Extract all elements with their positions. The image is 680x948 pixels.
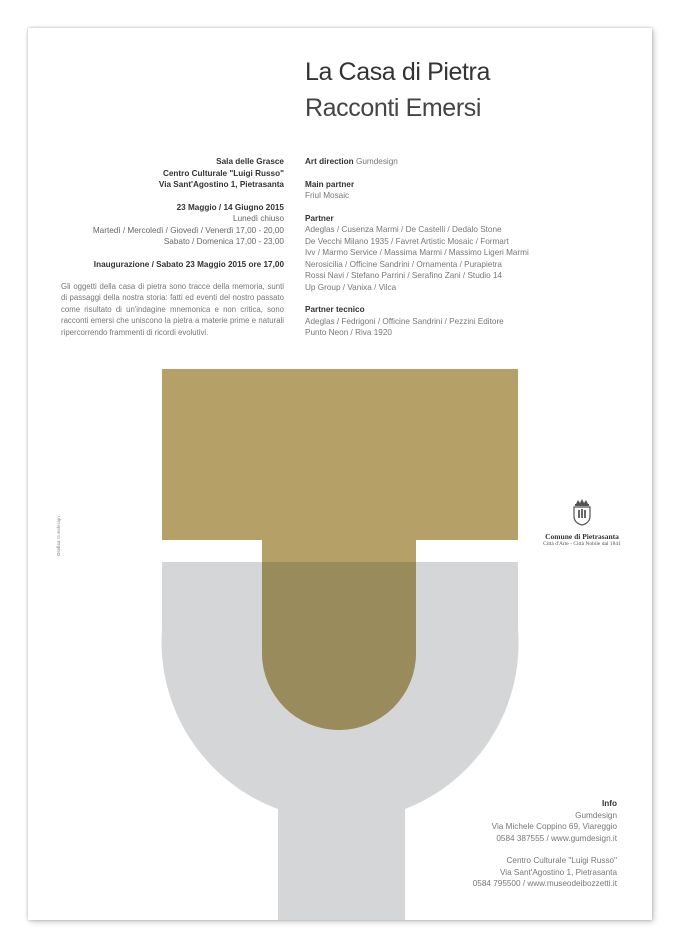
art-direction-label: Art direction: [305, 157, 354, 166]
comune-logo: [534, 498, 630, 547]
partner-line: Rossi Navi / Stefano Parrini / Serafino Zani / Studio 14: [305, 271, 503, 280]
info-line: 0584 387555 / www.gumdesign.it: [496, 833, 617, 843]
logo-tagline: Città d'Arte - Città Nobile dal 1841: [543, 541, 621, 547]
partner-line: Ivv / Marmo Service / Massima Marmi / Massimo Ligeri Marmi: [305, 248, 529, 257]
poster: [28, 28, 652, 920]
art-direction-value: Gumdesign: [355, 157, 398, 166]
poster-title: La Casa di Pietra: [305, 58, 490, 86]
poster-subtitle: Racconti Emersi: [305, 94, 481, 122]
partner-line: Adeglas / Cusenza Marmi / De Castelli / Dedalo Stone: [305, 225, 502, 234]
description-paragraph: Gli oggetti della casa di pietra sono tracce della memoria, sunti di passaggi della nostra storia: fatti ed eventi del nostro passato come risultato di un'indagine mnemonica e non critica, sono racconti emersi che uniscono la pietra a materie prime e naturali ripercorrendo frammenti di ricordi evolutivi.: [61, 282, 284, 337]
schedule-dates: 23 Maggio / 14 Giugno 2015: [176, 202, 284, 212]
info-heading: Info: [601, 799, 617, 808]
side-credit-label: Grafica: [56, 540, 61, 556]
info-line: Centro Culturale "Luigi Russo": [506, 856, 617, 865]
logo-name: Comune di Pietrasanta: [545, 532, 619, 541]
partner-line: Up Group / Vanixa / Vilca: [305, 282, 397, 292]
partner-label: Partner: [305, 213, 334, 223]
info-line: Via Michele Coppino 69, Viareggio: [491, 822, 617, 831]
partner-line: Nerosicilia / Officine Sandrini / Ornamenta / Purapietra: [305, 259, 502, 269]
info-block: [377, 798, 617, 890]
partner-line: De Vecchi Milano 1935 / Favret Artistic Mosaic / Formart: [305, 236, 509, 246]
schedule-closed: Lunedì chiuso: [233, 214, 284, 223]
partner-tecnico-label: Partner tecnico: [305, 305, 365, 314]
schedule-weekend: Sabato / Domenica 17,00 - 23,00: [163, 237, 284, 246]
crest-icon: [571, 498, 593, 526]
venue-line-3: Via Sant'Agostino 1, Pietrasanta: [158, 180, 284, 189]
info-line: 0584 795500 / www.museodeibozzetti.it: [472, 879, 617, 888]
credits-block: [305, 156, 565, 339]
main-partner-value: Friul Mosaic: [305, 191, 350, 200]
venue-line-2: Centro Culturale "Luigi Russo": [162, 168, 284, 178]
info-line: Via Sant'Agostino 1, Pietrasanta: [499, 867, 617, 877]
venue-line-1: Sala delle Grasce: [216, 157, 284, 166]
partner-tecnico-line: Punto Neon / Riva 1920: [305, 328, 392, 337]
inauguration: Inaugurazione / Sabato 23 Maggio 2015 ore 17,00: [93, 259, 284, 269]
main-partner-label: Main partner: [305, 179, 355, 189]
venue-schedule-block: [44, 156, 284, 270]
partner-tecnico-line: Adeglas / Fedrigoni / Officine Sandrini / Pezzini Editore: [305, 316, 504, 326]
side-credit: [56, 516, 61, 556]
side-credit-value: Gumdesign: [56, 516, 61, 540]
info-line: Gumdesign: [575, 810, 617, 820]
schedule-weekdays: Martedì / Mercoledì / Giovedì / Venerdì 17,00 - 20,00: [92, 225, 284, 235]
